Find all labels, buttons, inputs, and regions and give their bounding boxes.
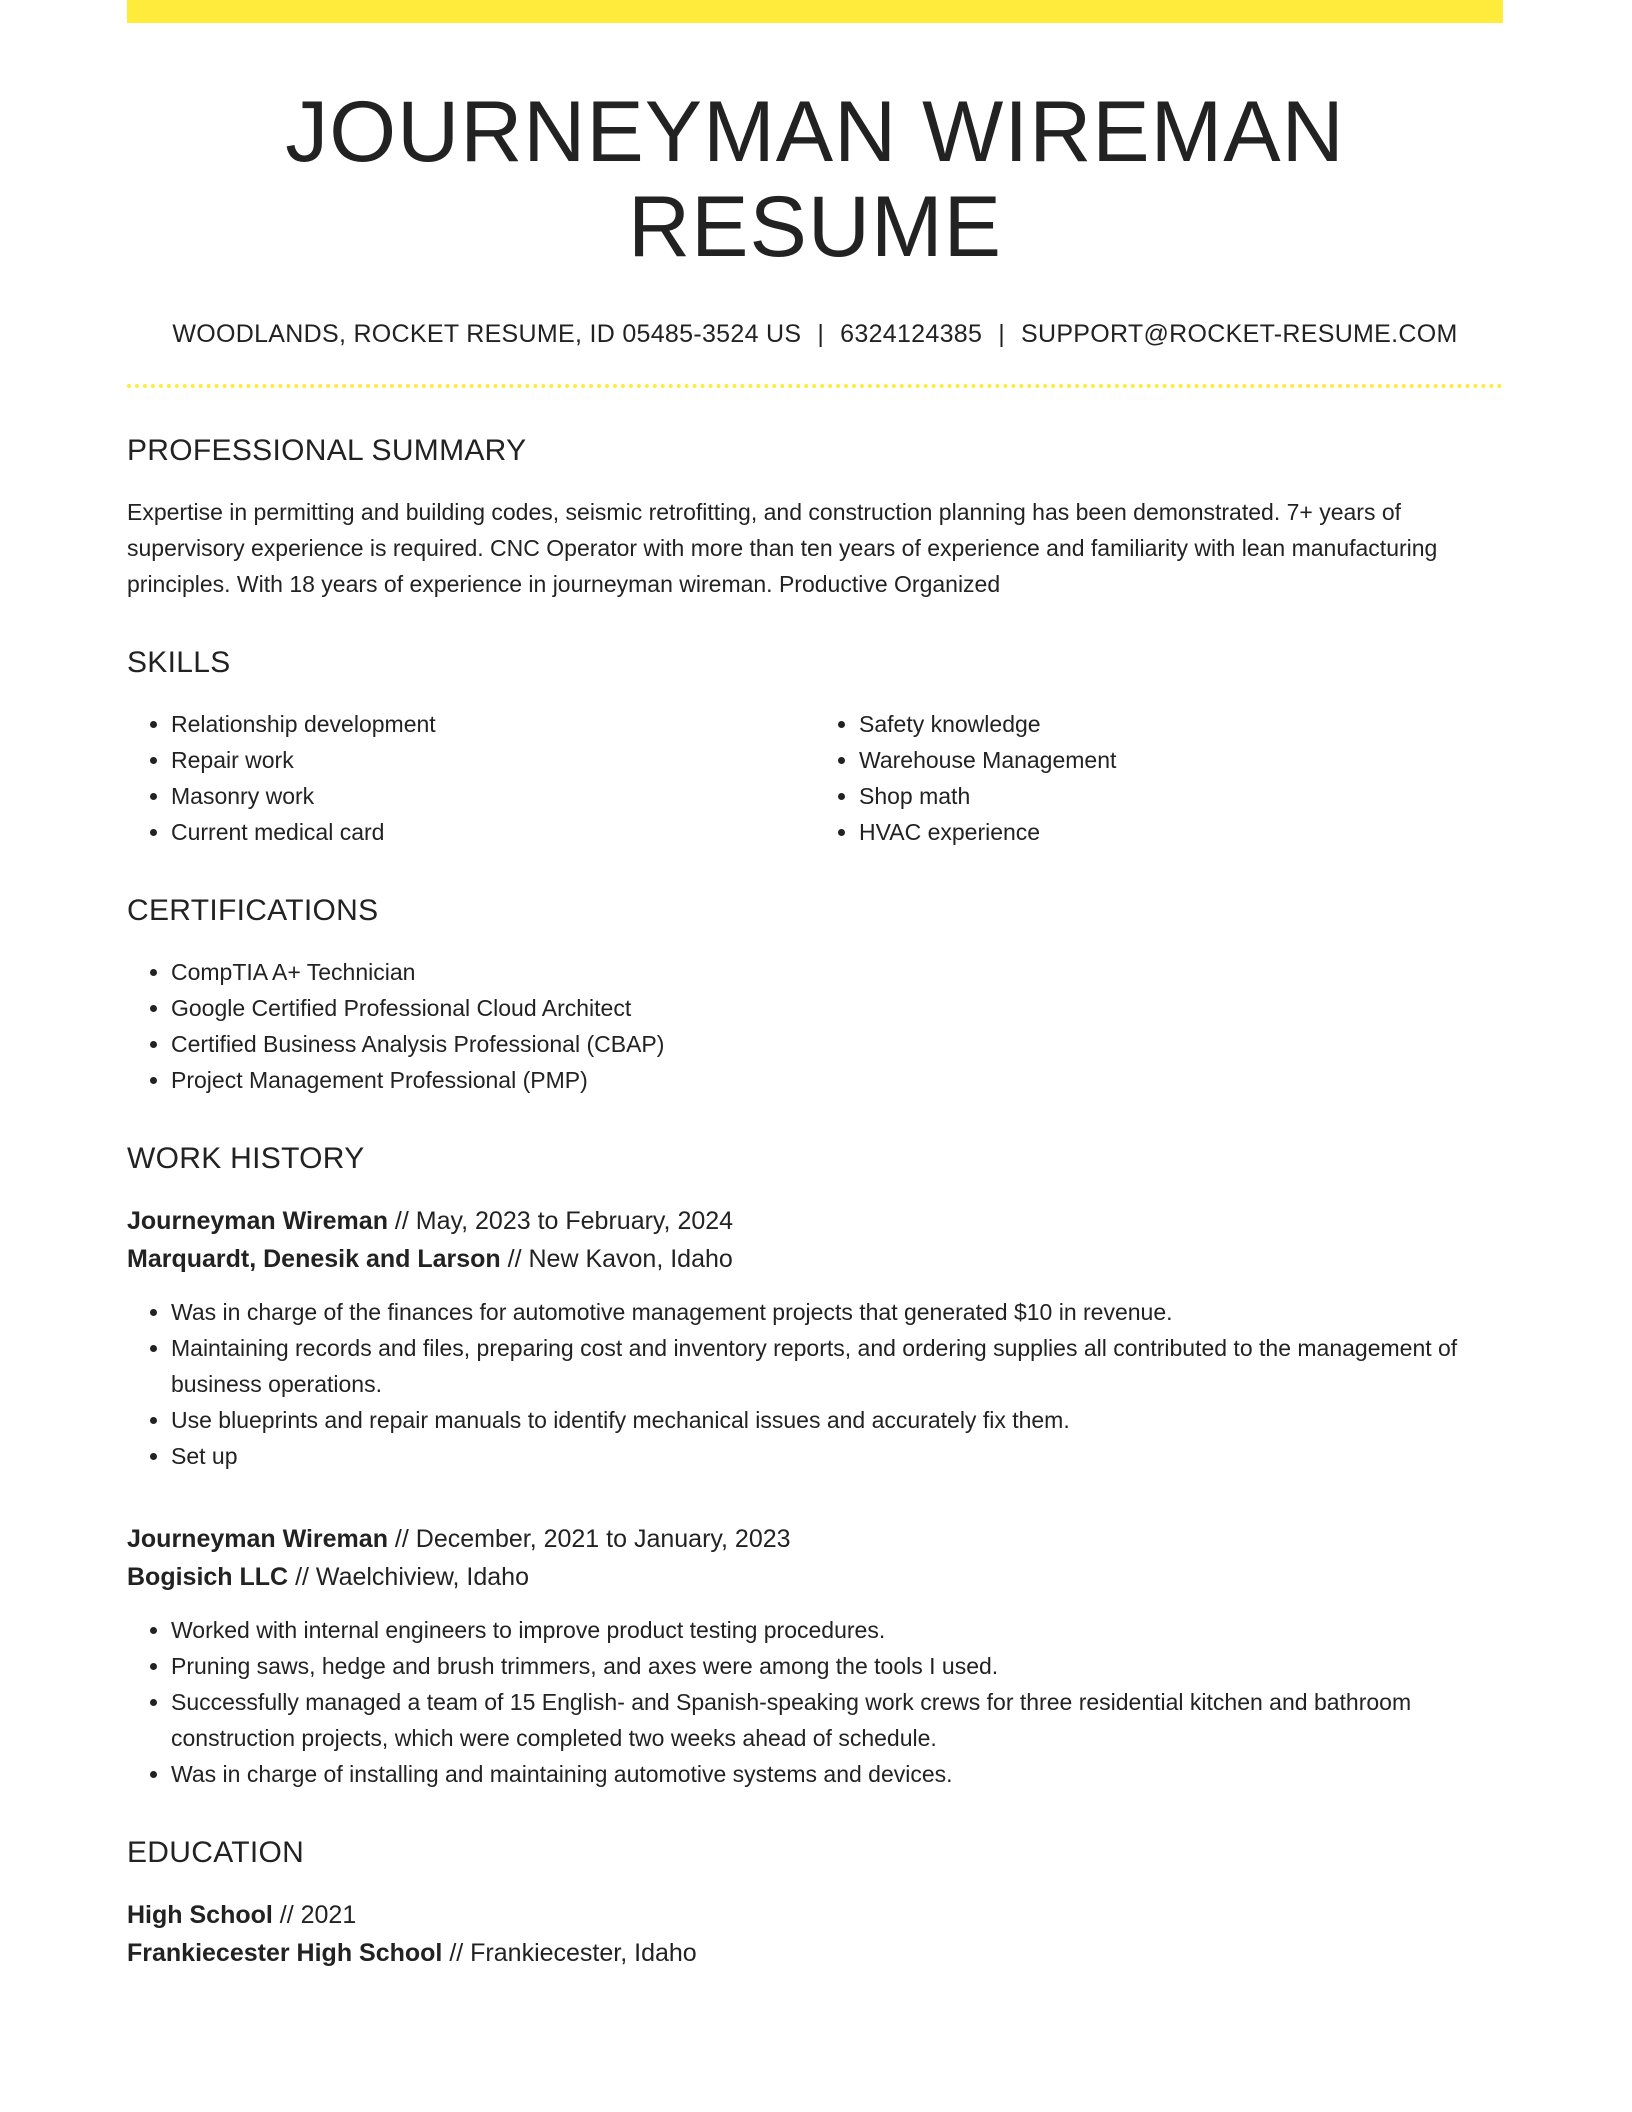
summary-heading: PROFESSIONAL SUMMARY xyxy=(127,434,527,468)
dotted-divider xyxy=(127,384,1503,388)
education-heading: EDUCATION xyxy=(127,1836,305,1870)
job-location: // New Kavon, Idaho xyxy=(507,1245,733,1274)
certifications-section xyxy=(127,894,1503,1098)
skill-item: • Safety knowledge xyxy=(859,706,1503,742)
job-title: Journeyman Wireman xyxy=(127,1525,388,1554)
summary-text: Expertise in permitting and building codes, seismic retrofitting, and construction planning has been demonstrated. 7+ years of supervisory experience is required. CNC Operator with more than ten years of experience and familiarity with lean manufacturing principles. With 18 years of experience in journeyman wireman. Productive Organized xyxy=(127,499,1438,598)
resume-page xyxy=(127,0,1503,1972)
page-title: JOURNEYMAN WIREMAN RESUME xyxy=(285,84,1345,275)
job-bullet: • Was in charge of installing and maintaining automotive systems and devices. xyxy=(171,1756,1503,1792)
skill-item: • Warehouse Management xyxy=(859,742,1503,778)
job-bullet: • Pruning saws, hedge and brush trimmers, and axes were among the tools I used. xyxy=(171,1648,1503,1684)
contact-address: WOODLANDS, ROCKET RESUME, ID 05485-3524 US xyxy=(172,320,802,349)
certifications-heading: CERTIFICATIONS xyxy=(127,894,379,928)
work-history-heading: WORK HISTORY xyxy=(127,1142,365,1176)
skill-item: • Masonry work xyxy=(171,778,815,814)
certifications-list xyxy=(127,954,1503,1098)
job-company-line xyxy=(127,1240,1503,1278)
job-bullets xyxy=(127,1612,1503,1792)
job-entry xyxy=(127,1202,1503,1474)
job-company-line xyxy=(127,1558,1503,1596)
certification-item: • CompTIA A+ Technician xyxy=(171,954,1503,990)
job-bullet: • Use blueprints and repair manuals to identify mechanical issues and accurately fix them. xyxy=(171,1402,1503,1438)
education-section xyxy=(127,1836,1503,1972)
contact-separator: | xyxy=(817,320,825,349)
certification-item: • Certified Business Analysis Professional (CBAP) xyxy=(171,1026,1503,1062)
job-bullet: • Successfully managed a team of 15 English- and Spanish-speaking work crews for three residential kitchen and bathroom construction projects, which were completed two weeks ahead of schedule. xyxy=(171,1684,1503,1756)
job-company: Bogisich LLC xyxy=(127,1563,289,1592)
education-year: // 2021 xyxy=(279,1901,357,1930)
skill-item: • Current medical card xyxy=(171,814,815,850)
summary-section xyxy=(127,434,1503,602)
skills-list-right xyxy=(815,706,1503,850)
contact-phone: 6324124385 xyxy=(840,320,983,349)
education-entry xyxy=(127,1896,1503,1972)
job-company: Marquardt, Denesik and Larson xyxy=(127,1245,501,1274)
contact-separator: | xyxy=(998,320,1005,349)
skills-section xyxy=(127,646,1503,850)
job-bullets xyxy=(127,1294,1503,1474)
certification-item: • Google Certified Professional Cloud Architect xyxy=(171,990,1503,1026)
education-degree: High School xyxy=(127,1901,273,1930)
education-school: Frankiecester High School xyxy=(127,1939,443,1968)
education-school-line xyxy=(127,1934,1503,1972)
job-entry xyxy=(127,1520,1503,1792)
job-title-line xyxy=(127,1520,1503,1558)
job-title: Journeyman Wireman xyxy=(127,1207,388,1236)
contact-email: SUPPORT@ROCKET-RESUME.COM xyxy=(1021,320,1458,349)
skill-item: • Relationship development xyxy=(171,706,815,742)
certification-item: • Project Management Professional (PMP) xyxy=(171,1062,1503,1098)
job-bullet: • Was in charge of the finances for automotive management projects that generated $10 in revenue. xyxy=(171,1294,1503,1330)
job-dates: // May, 2023 to February, 2024 xyxy=(394,1207,734,1236)
job-title-line xyxy=(127,1202,1503,1240)
skill-item: • Repair work xyxy=(171,742,815,778)
job-bullet: • Set up xyxy=(171,1438,1503,1474)
skills-list-left xyxy=(127,706,815,850)
skills-heading: SKILLS xyxy=(127,646,231,680)
job-location: // Waelchiview, Idaho xyxy=(295,1563,529,1592)
contact-line xyxy=(127,320,1503,349)
education-location: // Frankiecester, Idaho xyxy=(449,1939,697,1968)
skill-item: • Shop math xyxy=(859,778,1503,814)
job-bullet: • Maintaining records and files, preparing cost and inventory reports, and ordering supplies all contributed to the management of business operations. xyxy=(171,1330,1503,1402)
accent-top-bar xyxy=(127,0,1503,23)
work-history-section xyxy=(127,1142,1503,1792)
education-degree-line xyxy=(127,1896,1503,1934)
job-dates: // December, 2021 to January, 2023 xyxy=(394,1525,791,1554)
job-bullet: • Worked with internal engineers to improve product testing procedures. xyxy=(171,1612,1503,1648)
skills-grid xyxy=(127,706,1503,850)
skill-item: • HVAC experience xyxy=(859,814,1503,850)
